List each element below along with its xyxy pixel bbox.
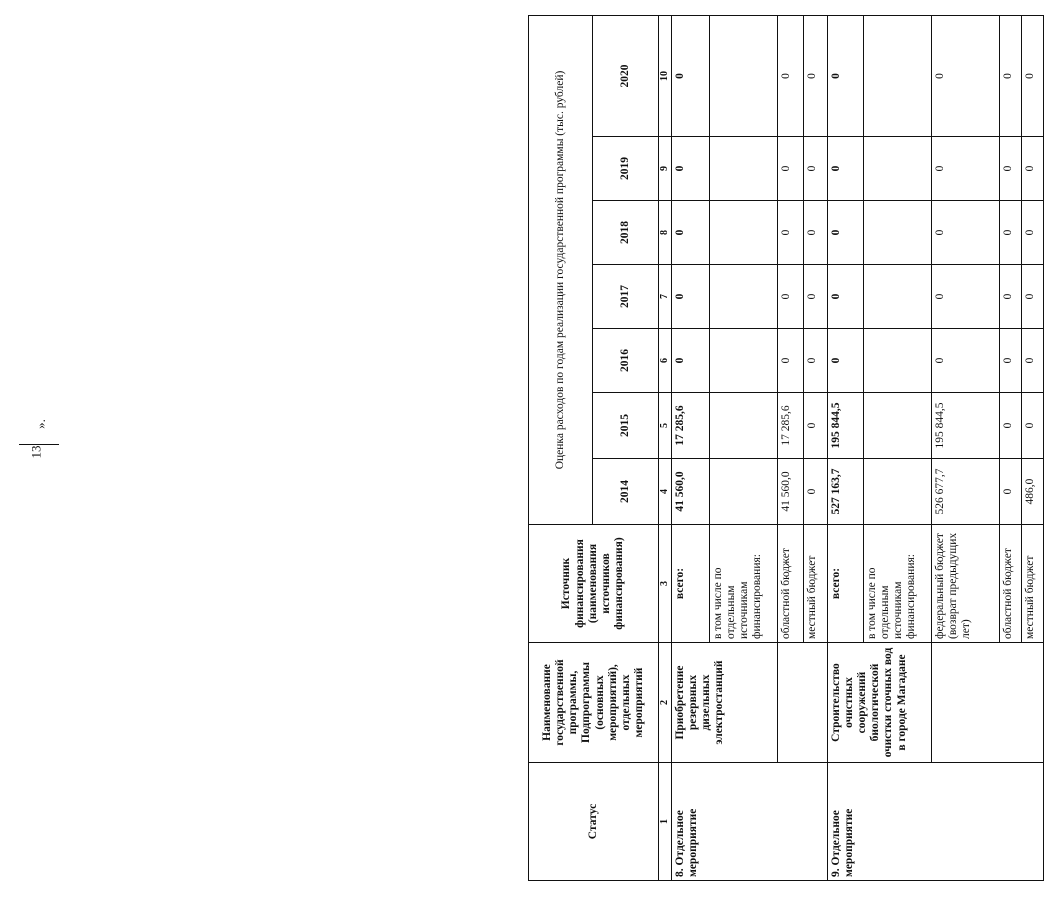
separator-line bbox=[19, 444, 59, 445]
value-cell bbox=[709, 15, 777, 136]
value-cell: 0 bbox=[999, 459, 1021, 525]
value-cell: 0 bbox=[1021, 201, 1043, 265]
table-row bbox=[777, 15, 803, 880]
column-number: 5 bbox=[659, 393, 672, 459]
value-cell: 0 bbox=[999, 393, 1021, 459]
row-name-blank bbox=[931, 643, 1043, 763]
row-source: федеральный бюджет (возврат предыдущих лет) bbox=[931, 525, 999, 643]
value-cell: 0 bbox=[777, 201, 803, 265]
value-cell: 0 bbox=[803, 137, 827, 201]
column-number: 8 bbox=[659, 201, 672, 265]
value-cell: 0 bbox=[671, 137, 709, 201]
table-row bbox=[827, 15, 863, 880]
value-cell: 0 bbox=[777, 329, 803, 393]
value-cell: 0 bbox=[803, 265, 827, 329]
value-cell: 0 bbox=[671, 265, 709, 329]
value-cell bbox=[863, 15, 931, 136]
value-cell: 195 844,5 bbox=[931, 393, 999, 459]
column-number: 6 bbox=[659, 329, 672, 393]
row-status: 9. Отдельное мероприятие bbox=[827, 763, 1043, 881]
value-cell: 17 285,6 bbox=[671, 393, 709, 459]
row-source: в том числе по отдельным источникам финансирования: bbox=[709, 525, 777, 643]
column-number: 9 bbox=[659, 137, 672, 201]
header-name: Наименование государственной программы, Подпрограммы (основных мероприятий), отдельных мероприятий bbox=[529, 643, 659, 763]
value-cell: 0 bbox=[999, 329, 1021, 393]
row-source: областной бюджет bbox=[777, 525, 803, 643]
value-cell: 486,0 bbox=[1021, 459, 1043, 525]
row-source: областной бюджет bbox=[999, 525, 1021, 643]
value-cell: 0 bbox=[931, 137, 999, 201]
value-cell: 0 bbox=[931, 265, 999, 329]
value-cell: 0 bbox=[931, 201, 999, 265]
header-year: 2018 bbox=[593, 201, 659, 265]
value-cell bbox=[709, 201, 777, 265]
column-number: 10 bbox=[659, 15, 672, 136]
row-source: всего: bbox=[671, 525, 709, 643]
end-mark: ». bbox=[32, 419, 48, 429]
header-year: 2016 bbox=[593, 329, 659, 393]
value-cell bbox=[709, 393, 777, 459]
header-year: 2020 bbox=[593, 15, 659, 136]
value-cell: 0 bbox=[777, 137, 803, 201]
row-name: Приобретение резервных дизельных электростанций bbox=[671, 643, 777, 763]
value-cell: 0 bbox=[827, 15, 863, 136]
row-source: местный бюджет bbox=[1021, 525, 1043, 643]
value-cell: 0 bbox=[827, 265, 863, 329]
value-cell bbox=[709, 329, 777, 393]
value-cell: 0 bbox=[1021, 15, 1043, 136]
header-source: Источник финансирования (наименования источников финансирования) bbox=[529, 525, 659, 643]
value-cell bbox=[863, 265, 931, 329]
column-number: 2 bbox=[659, 643, 672, 763]
value-cell: 0 bbox=[827, 137, 863, 201]
value-cell bbox=[709, 459, 777, 525]
value-cell bbox=[709, 137, 777, 201]
header-year: 2014 bbox=[593, 459, 659, 525]
value-cell: 0 bbox=[827, 201, 863, 265]
value-cell: 0 bbox=[803, 393, 827, 459]
value-cell: 0 bbox=[827, 329, 863, 393]
value-cell: 195 844,5 bbox=[827, 393, 863, 459]
header-status: Статус bbox=[529, 763, 659, 881]
value-cell: 0 bbox=[803, 15, 827, 136]
value-cell: 41 560,0 bbox=[671, 459, 709, 525]
column-number: 3 bbox=[659, 525, 672, 643]
value-cell: 41 560,0 bbox=[777, 459, 803, 525]
column-number: 4 bbox=[659, 459, 672, 525]
value-cell: 0 bbox=[931, 15, 999, 136]
value-cell: 0 bbox=[1021, 265, 1043, 329]
table-row bbox=[671, 15, 709, 880]
value-cell: 0 bbox=[931, 329, 999, 393]
value-cell bbox=[863, 459, 931, 525]
value-cell: 0 bbox=[999, 137, 1021, 201]
value-cell bbox=[863, 137, 931, 201]
value-cell bbox=[863, 329, 931, 393]
value-cell: 0 bbox=[671, 201, 709, 265]
page-number: 13 bbox=[28, 445, 44, 459]
value-cell: 0 bbox=[1021, 393, 1043, 459]
column-number: 1 bbox=[659, 763, 672, 881]
value-cell: 0 bbox=[671, 329, 709, 393]
value-cell: 0 bbox=[777, 265, 803, 329]
value-cell bbox=[709, 265, 777, 329]
row-name: Строительство очистных сооружений биологической очистки сточных вод в городе Магадане bbox=[827, 643, 931, 763]
value-cell: 17 285,6 bbox=[777, 393, 803, 459]
column-number: 7 bbox=[659, 265, 672, 329]
row-status: 8. Отдельное мероприятие bbox=[671, 763, 827, 881]
value-cell: 0 bbox=[1021, 329, 1043, 393]
header-year: 2019 bbox=[593, 137, 659, 201]
value-cell bbox=[863, 393, 931, 459]
header-year: 2015 bbox=[593, 393, 659, 459]
row-name-blank bbox=[777, 643, 827, 763]
value-cell: 0 bbox=[999, 201, 1021, 265]
value-cell: 0 bbox=[803, 459, 827, 525]
value-cell: 526 677,7 bbox=[931, 459, 999, 525]
value-cell: 0 bbox=[999, 15, 1021, 136]
header-estimate: Оценка расходов по годам реализации государственной программы (тыс. рублей) bbox=[529, 15, 593, 524]
header-year: 2017 bbox=[593, 265, 659, 329]
row-source: в том числе по отдельным источникам финансирования: bbox=[863, 525, 931, 643]
value-cell: 0 bbox=[777, 15, 803, 136]
value-cell: 0 bbox=[999, 265, 1021, 329]
financing-table bbox=[528, 15, 1044, 881]
value-cell: 0 bbox=[1021, 137, 1043, 201]
row-source: всего: bbox=[827, 525, 863, 643]
value-cell: 0 bbox=[803, 201, 827, 265]
table-row bbox=[931, 15, 999, 880]
value-cell: 0 bbox=[671, 15, 709, 136]
value-cell: 0 bbox=[803, 329, 827, 393]
rotated-page bbox=[528, 16, 1036, 881]
value-cell: 527 163,7 bbox=[827, 459, 863, 525]
value-cell bbox=[863, 201, 931, 265]
row-source: местный бюджет bbox=[803, 525, 827, 643]
